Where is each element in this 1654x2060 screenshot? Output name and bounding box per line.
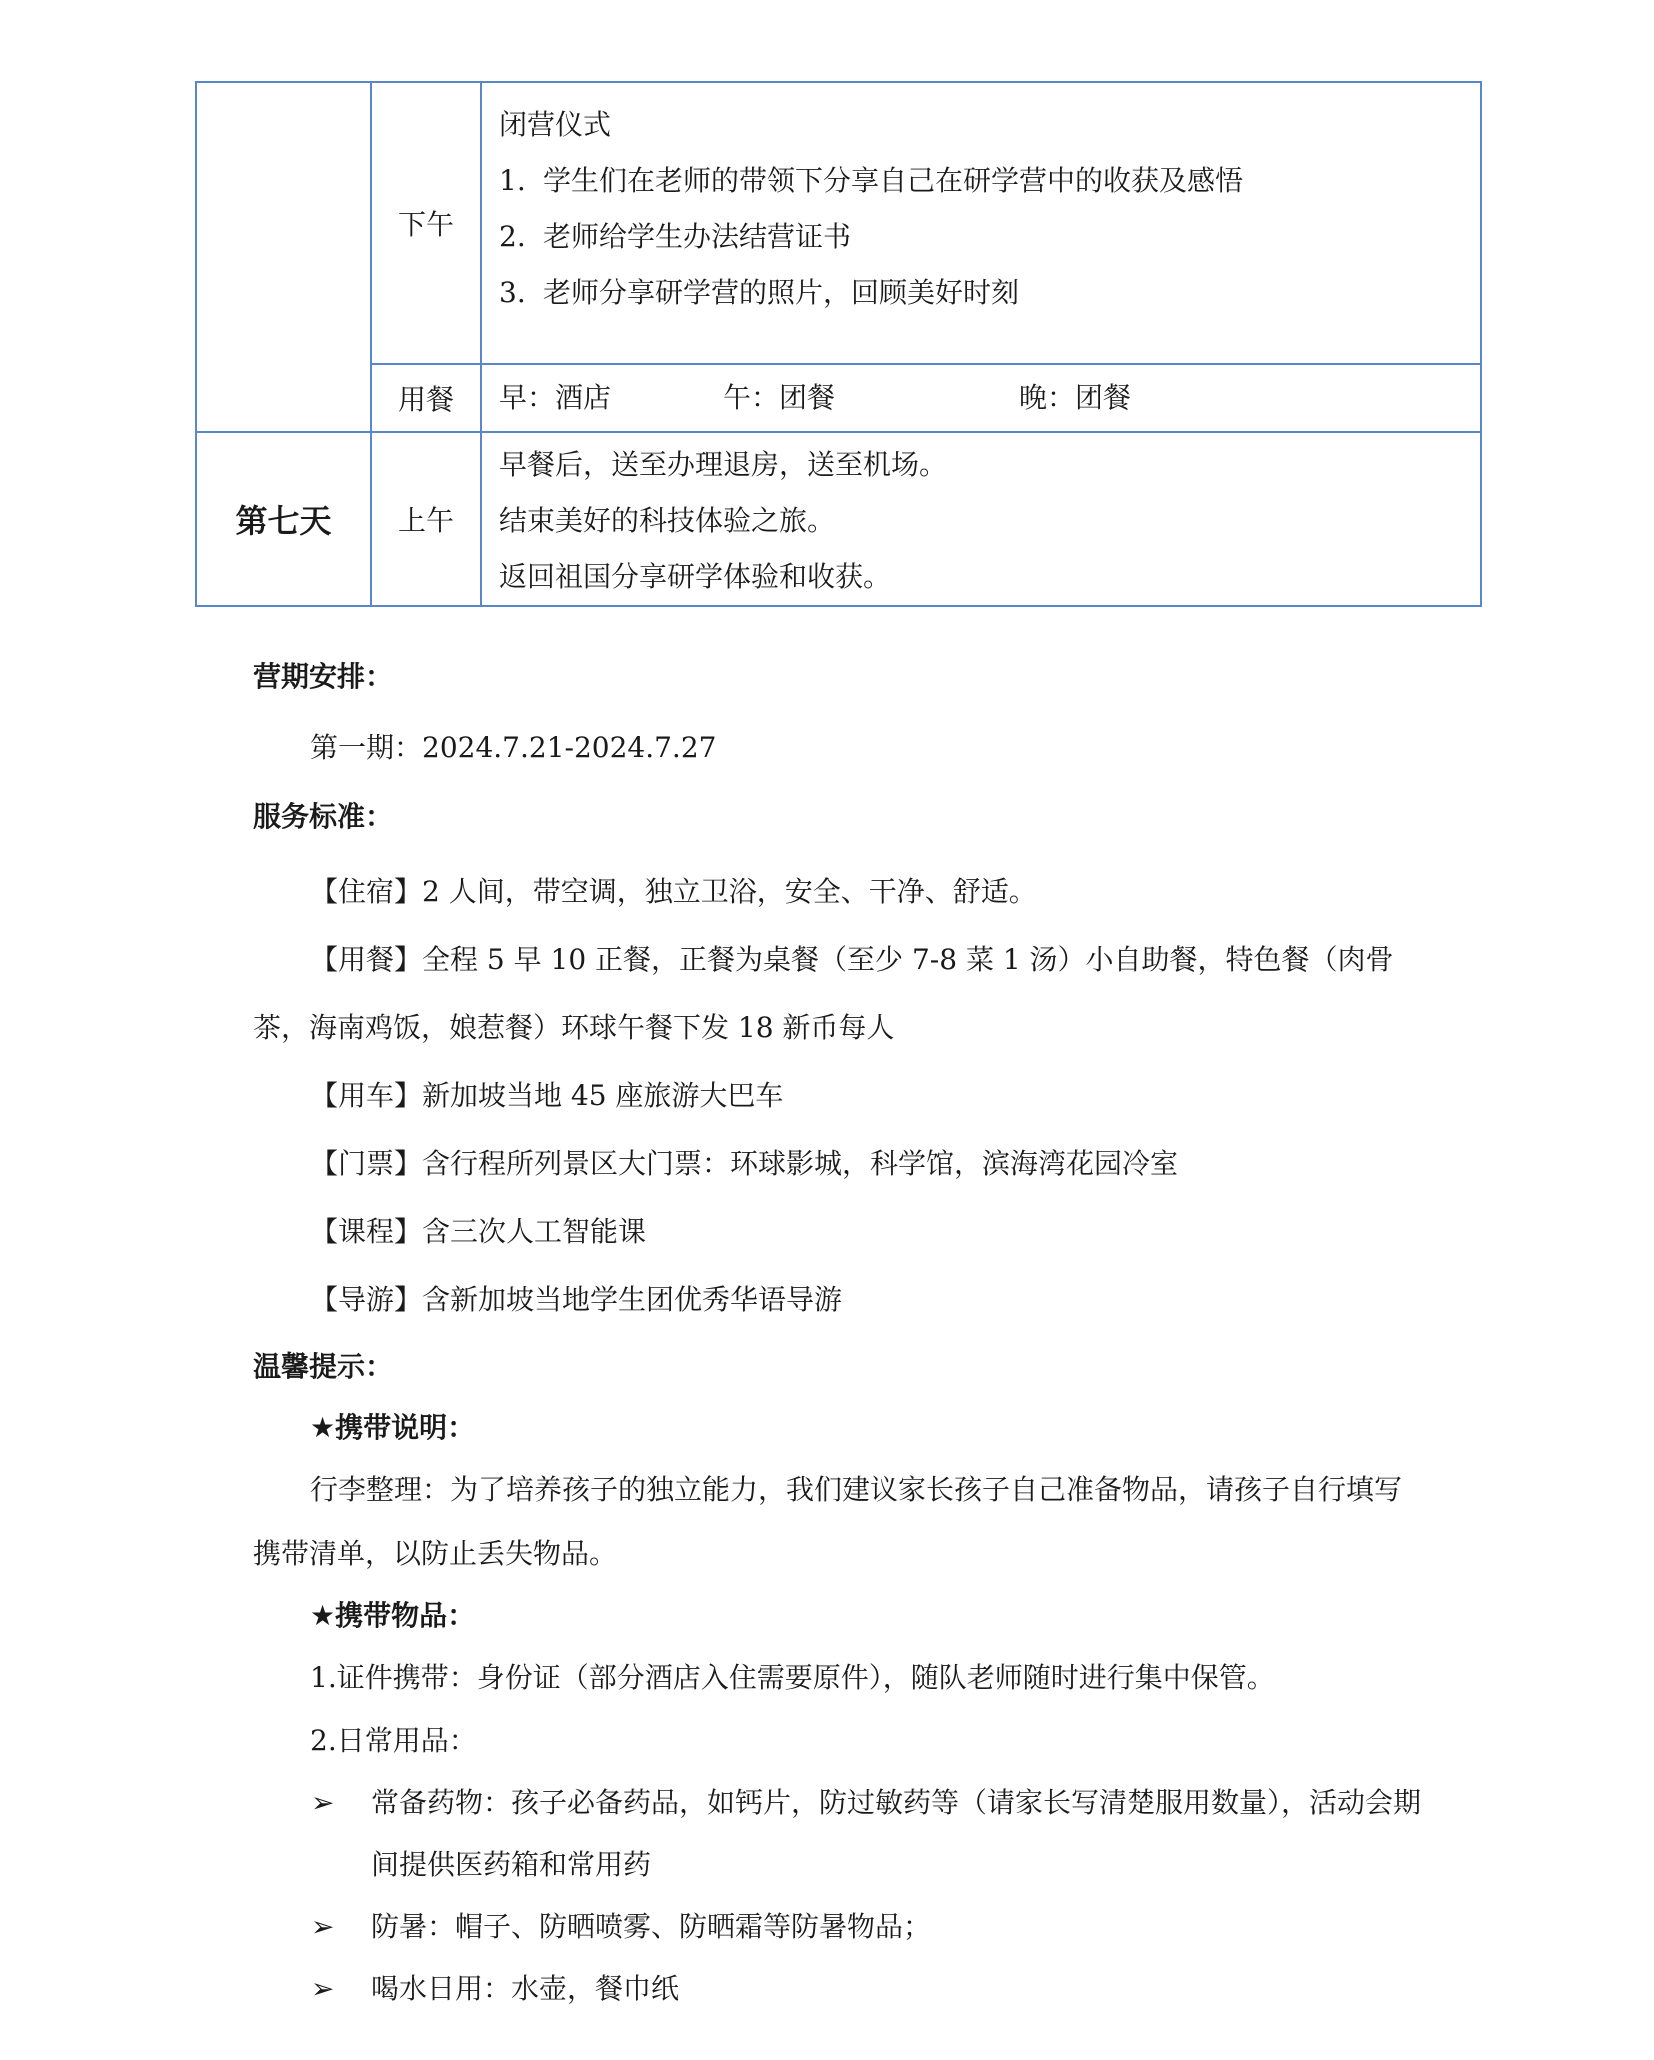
arrow-bullet-icon: ➢ <box>311 1786 335 1819</box>
arrow-bullet-icon: ➢ <box>311 1910 335 1943</box>
document-body <box>253 648 1423 2020</box>
carry-item-1: 1.证件携带：身份证（部分酒店入住需要原件），随队老师随时进行集中保管。 <box>310 1661 1275 1694</box>
day6-meals-body <box>481 364 1481 432</box>
day7-row <box>196 432 1481 606</box>
bullet-medicine: ➢ 常备药物：孩子必备药品，如钙片，防过敏药等（请家长写清楚服用数量），活动会期间提供医药箱和常用药 <box>253 1772 1423 1896</box>
day7-day-cell <box>196 432 371 606</box>
camp-schedule-heading: 营期安排： <box>253 660 394 693</box>
carry-note-heading: ★携带说明： <box>310 1411 476 1444</box>
service-tickets: 【门票】含行程所列景区大门票：环球影城，科学馆，滨海湾花园冷室 <box>310 1147 1179 1180</box>
carry-note-text: 行李整理：为了培养孩子的独立能力，我们建议家长孩子自己准备物品，请孩子自行填写携带清单，以防止丢失物品。 <box>253 1473 1403 1570</box>
day6-meals-row <box>196 364 1481 432</box>
day6-day-cell <box>196 82 371 432</box>
closing-item-1: 1. 学生们在老师的带领下分享自己在研学营中的收获及感悟 <box>499 164 1244 197</box>
closing-item-3: 3. 老师分享研学营的照片，回顾美好时刻 <box>499 276 1020 309</box>
carry-item-2: 2.日常用品： <box>310 1724 477 1757</box>
closing-item-2: 2. 老师给学生办法结营证书 <box>499 220 852 253</box>
meal-lunch: 午：团餐 <box>723 381 836 414</box>
day7-body <box>481 432 1481 606</box>
bullet-heat-protection: ➢ 防暑：帽子、防晒喷雾、防晒霜等防暑物品； <box>253 1896 1423 1958</box>
day6-afternoon-row <box>196 82 1481 364</box>
service-heading: 服务标准： <box>253 800 394 833</box>
day7-time: 上午 <box>371 432 481 606</box>
closing-ceremony-title: 闭营仪式 <box>499 108 612 141</box>
service-meals: 【用餐】全程 5 早 10 正餐，正餐为桌餐（至少 7-8 菜 1 汤）小自助餐，特色餐（肉骨茶，海南鸡饭，娘惹餐）环球午餐下发 18 新币每人 <box>253 943 1394 1044</box>
day7-label: 第七天 <box>235 502 332 540</box>
day7-line-1: 早餐后，送至办理退房，送至机场。 <box>499 448 948 481</box>
meal-breakfast: 早：酒店 <box>499 381 612 414</box>
carry-items-heading: ★携带物品： <box>310 1599 476 1632</box>
day7-line-2: 结束美好的科技体验之旅。 <box>499 504 836 537</box>
bullet-water: ➢ 喝水日用：水壶，餐巾纸 <box>253 1958 1423 2020</box>
meal-dinner: 晚：团餐 <box>1019 381 1132 414</box>
day6-afternoon-time: 下午 <box>371 82 481 364</box>
day6-meals-label: 用餐 <box>371 364 481 432</box>
arrow-bullet-icon: ➢ <box>311 1972 335 2005</box>
day6-afternoon-body <box>481 82 1481 364</box>
itinerary-table <box>195 81 1482 607</box>
day7-line-3: 返回祖国分享研学体验和收获。 <box>499 560 892 593</box>
service-guide: 【导游】含新加坡当地学生团优秀华语导游 <box>310 1283 843 1316</box>
tips-heading: 温馨提示： <box>253 1350 394 1383</box>
service-course: 【课程】含三次人工智能课 <box>310 1215 647 1248</box>
service-vehicle: 【用车】新加坡当地 45 座旅游大巴车 <box>310 1079 784 1112</box>
service-lodging: 【住宿】2 人间，带空调，独立卫浴，安全、干净、舒适。 <box>310 875 1037 908</box>
camp-session: 第一期：2024.7.21-2024.7.27 <box>310 731 717 764</box>
